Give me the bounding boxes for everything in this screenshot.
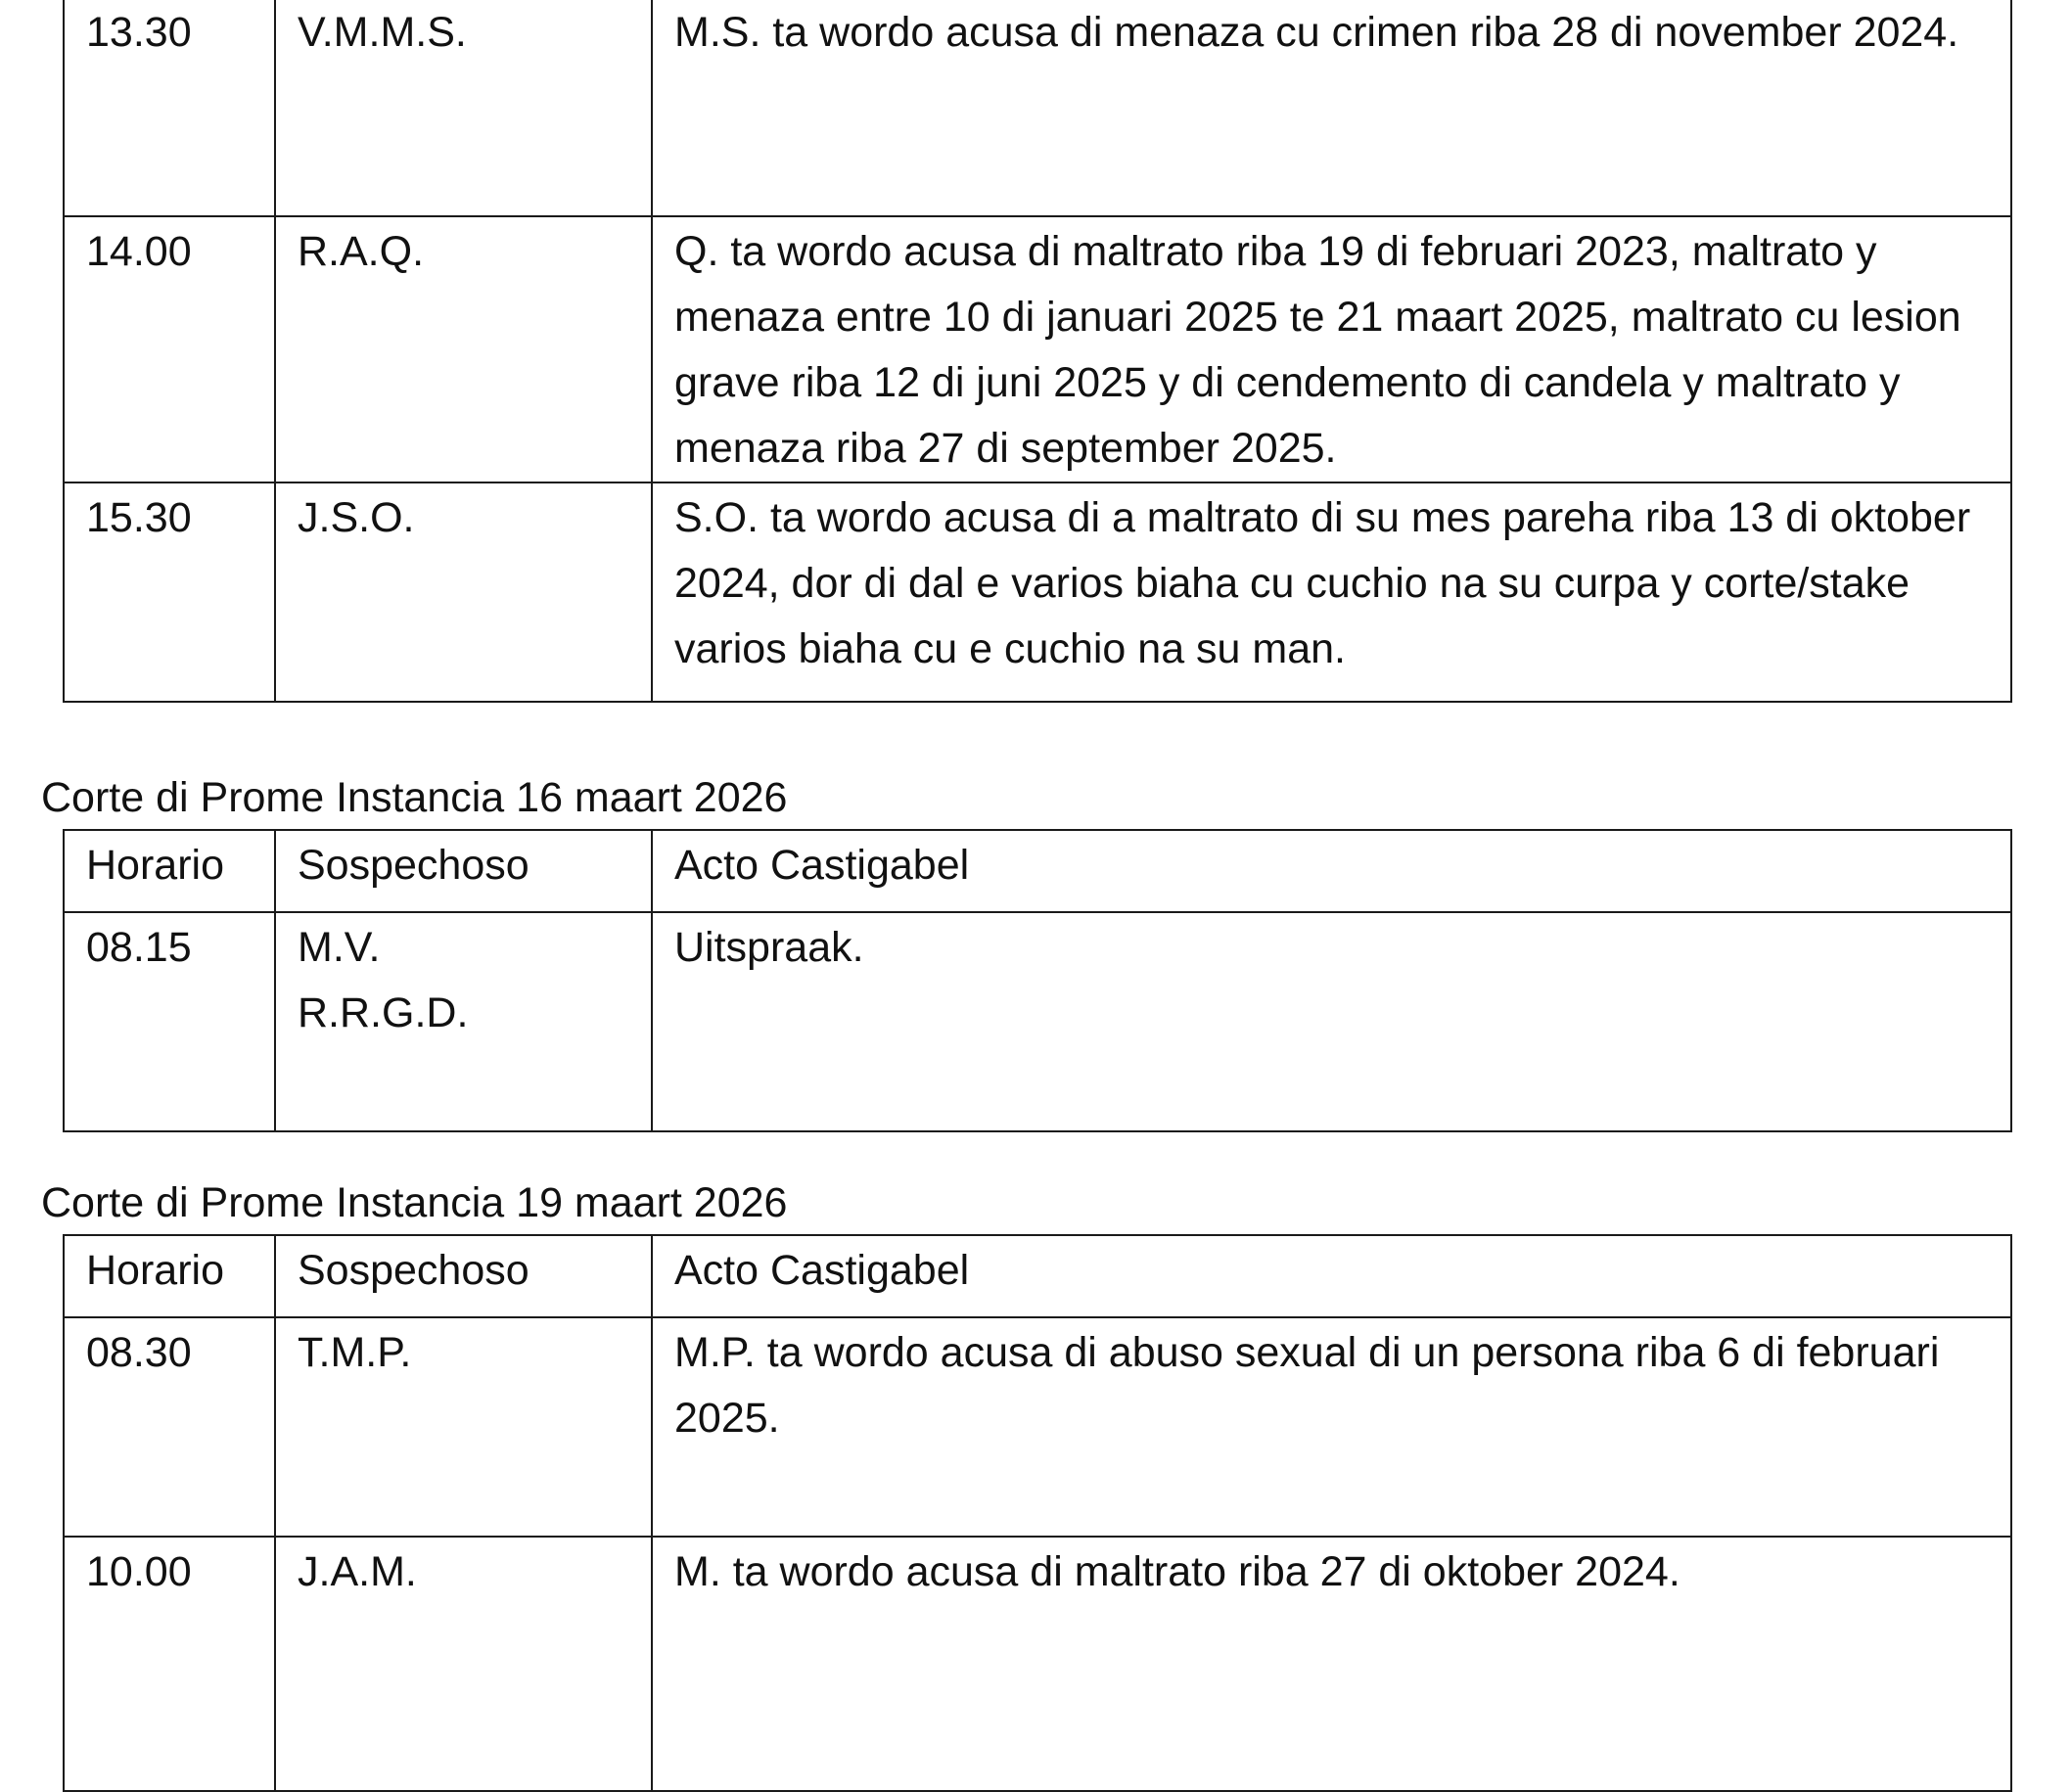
suspect-initials: M.V.	[298, 924, 381, 971]
table-row	[64, 216, 2011, 482]
section-heading: Corte di Prome Instancia 19 maart 2026	[41, 1179, 788, 1226]
suspect-initials: T.M.P.	[298, 1329, 412, 1376]
suspect-initials: R.R.G.D.	[298, 989, 469, 1036]
schedule-table-16-maart	[63, 829, 2012, 1132]
act-cell: S.O. ta wordo acusa di a maltrato di su mes pareha riba 13 di oktober 2024, dor di dal e varios biaha cu cuchio na su curpa y corte/stake varios biaha cu e cuchio na su man.	[652, 482, 2011, 702]
act-cell: Q. ta wordo acusa di maltrato riba 19 di februari 2023, maltrato y menaza entre 10 di januari 2025 te 21 maart 2025, maltrato cu lesion grave riba 12 di juni 2025 y di cendemento di candela y maltrato y menaza riba 27 di september 2025.	[652, 216, 2011, 482]
act-cell: M. ta wordo acusa di maltrato riba 27 di oktober 2024.	[652, 1537, 2011, 1791]
table-header-row	[64, 830, 2011, 912]
suspect-cell	[275, 216, 652, 482]
table-header-row	[64, 1235, 2011, 1317]
schedule-table-19-maart	[63, 1234, 2012, 1792]
suspect-cell	[275, 1317, 652, 1537]
column-header-suspect: Sospechoso	[275, 1235, 652, 1317]
schedule-table-continued	[63, 0, 2012, 703]
time-cell: 08.15	[64, 912, 275, 1131]
table-row	[64, 0, 2011, 216]
column-header-time: Horario	[64, 830, 275, 912]
column-header-suspect: Sospechoso	[275, 830, 652, 912]
time-cell: 14.00	[64, 216, 275, 482]
table-row	[64, 912, 2011, 1131]
suspect-initials: R.A.Q.	[298, 228, 425, 275]
suspect-cell	[275, 1537, 652, 1791]
time-cell: 10.00	[64, 1537, 275, 1791]
act-cell: M.S. ta wordo acusa di menaza cu crimen riba 28 di november 2024.	[652, 0, 2011, 216]
act-cell: M.P. ta wordo acusa di abuso sexual di un persona riba 6 di februari 2025.	[652, 1317, 2011, 1537]
table-row	[64, 482, 2011, 702]
act-cell: Uitspraak.	[652, 912, 2011, 1131]
section-heading: Corte di Prome Instancia 16 maart 2026	[41, 774, 788, 821]
column-header-act: Acto Castigabel	[652, 1235, 2011, 1317]
column-header-act: Acto Castigabel	[652, 830, 2011, 912]
time-cell: 08.30	[64, 1317, 275, 1537]
table-row	[64, 1537, 2011, 1791]
suspect-cell	[275, 482, 652, 702]
time-cell: 13.30	[64, 0, 275, 216]
table-row	[64, 1317, 2011, 1537]
suspect-initials: J.A.M.	[298, 1548, 417, 1595]
column-header-time: Horario	[64, 1235, 275, 1317]
suspect-cell	[275, 0, 652, 216]
time-cell: 15.30	[64, 482, 275, 702]
suspect-initials: J.S.O.	[298, 494, 415, 541]
suspect-initials: V.M.M.S.	[298, 9, 467, 56]
suspect-cell	[275, 912, 652, 1131]
